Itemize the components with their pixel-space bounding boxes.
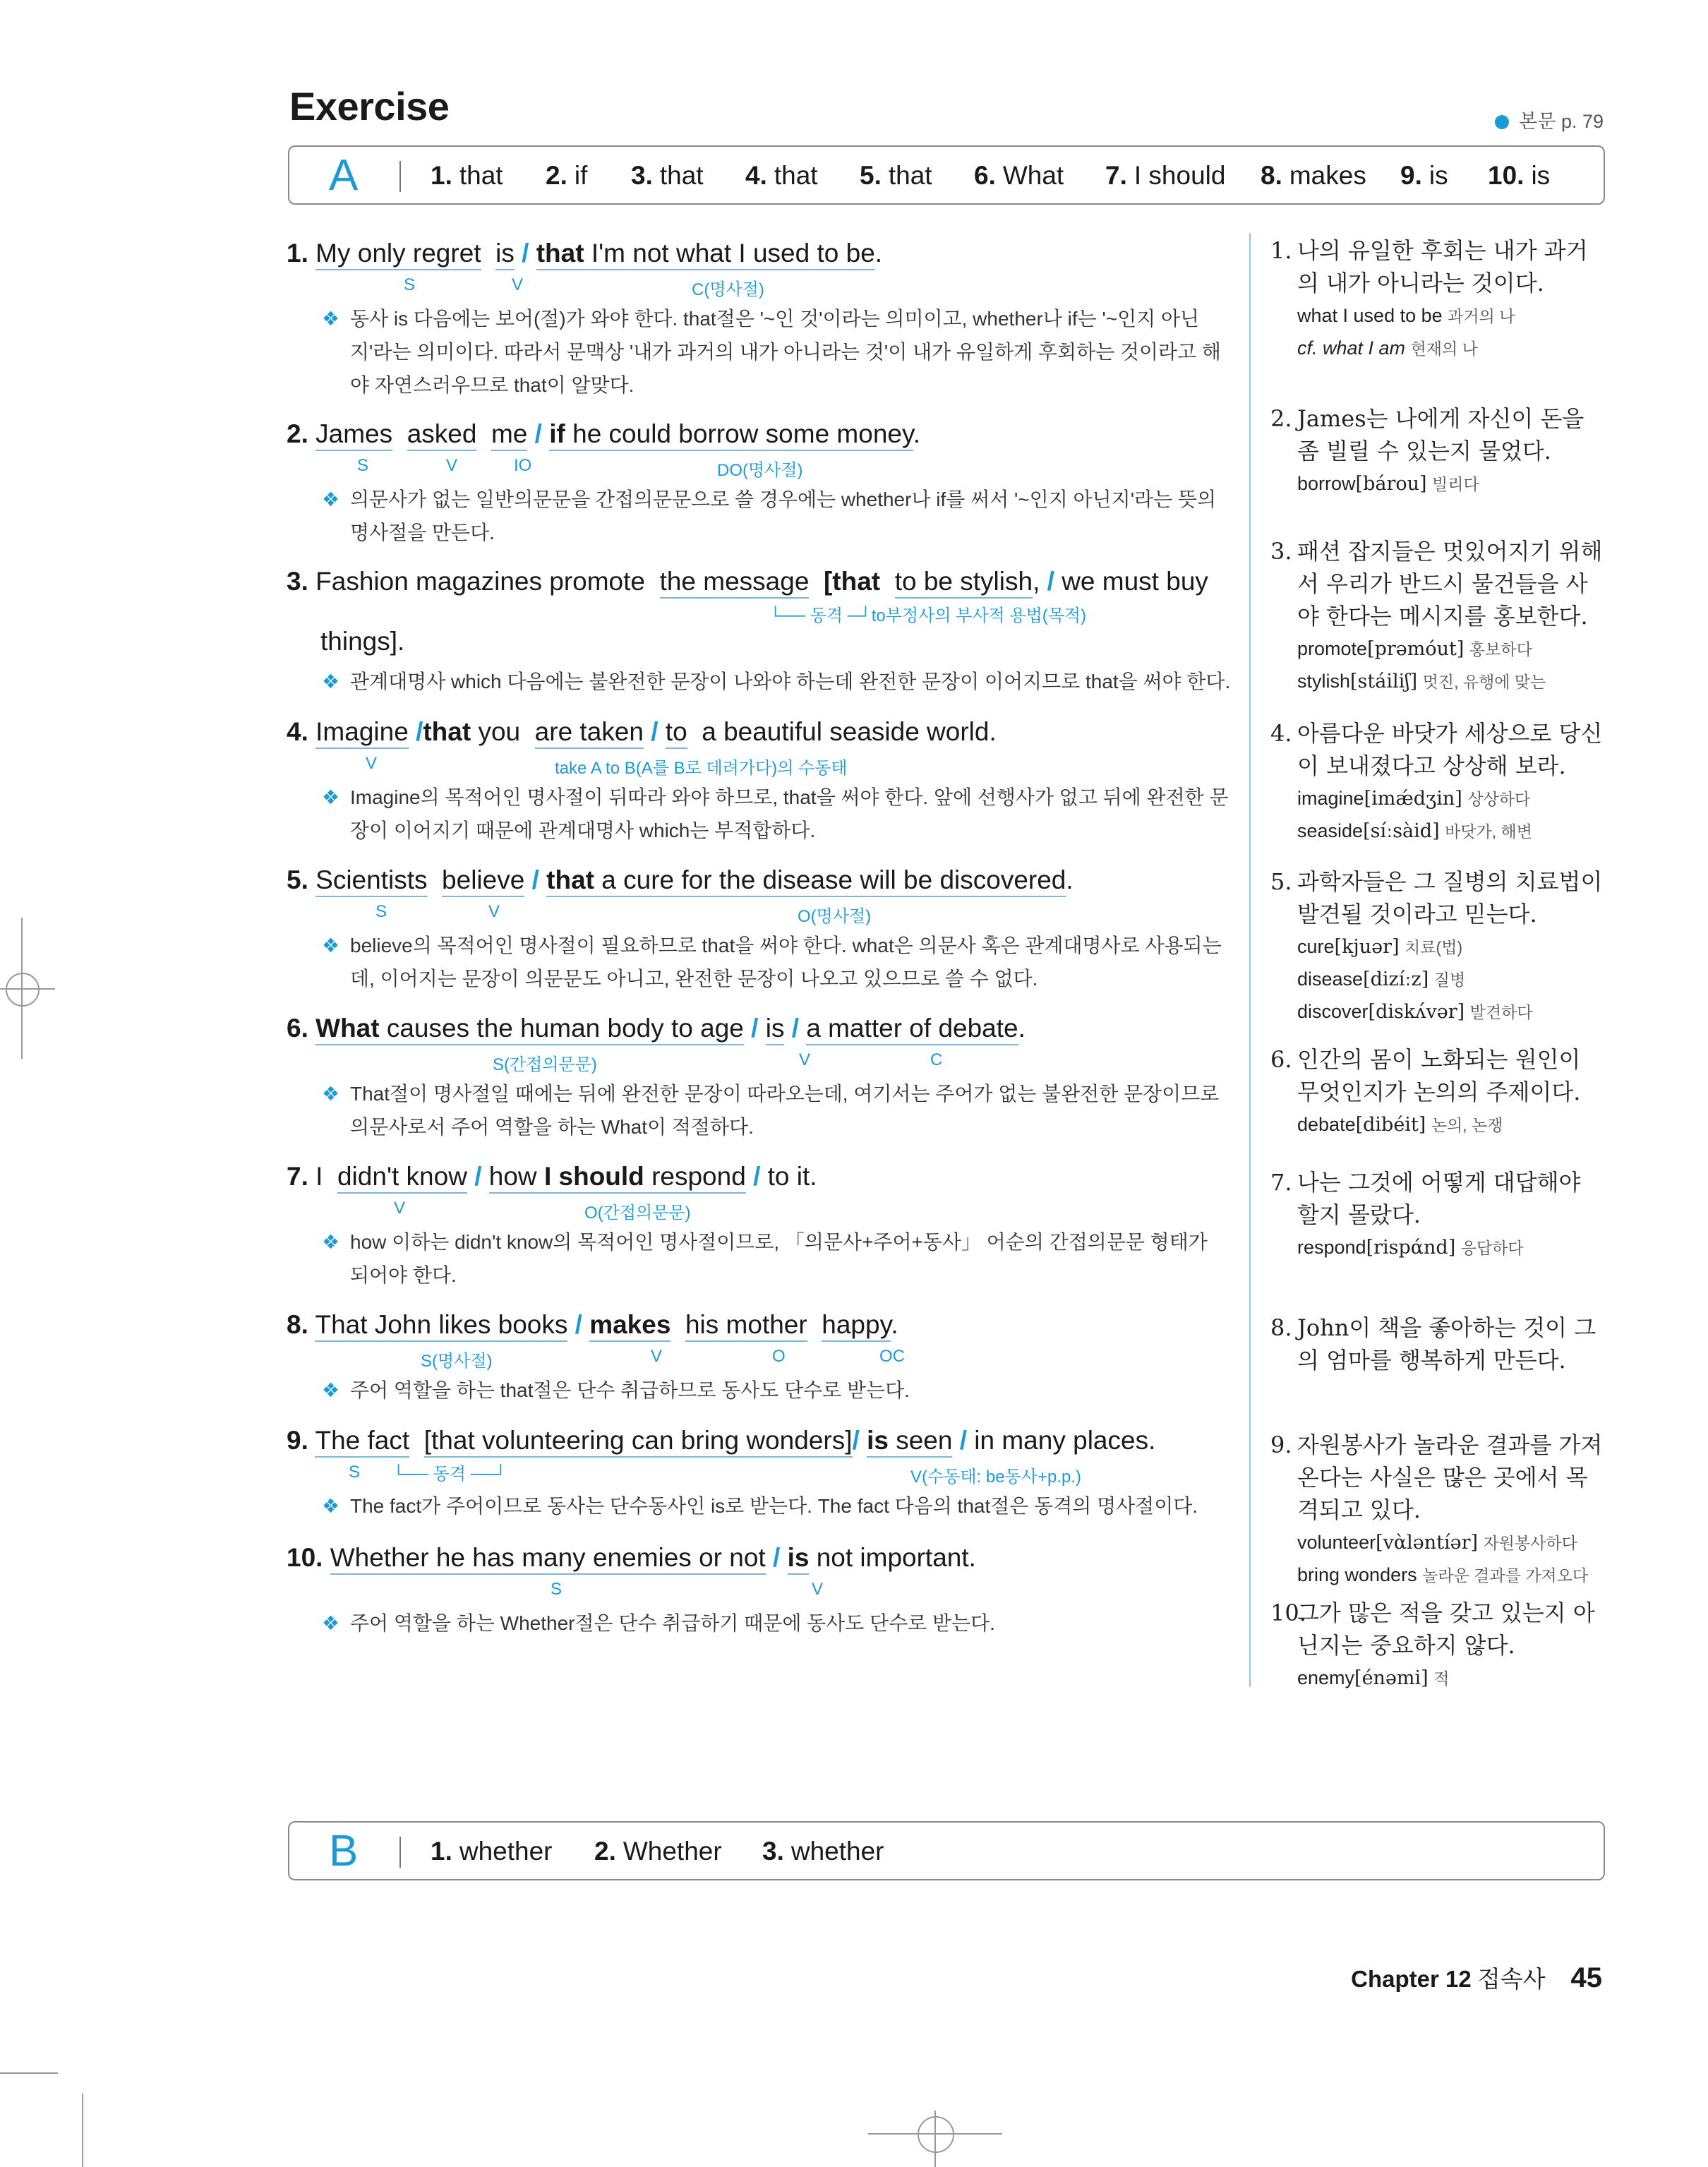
vocab-item: enemy[énəmi] 적 <box>1297 1667 1450 1689</box>
translation-5: 5. 과학자들은 그 질병의 치료법이 발견될 것이라고 믿는다. <box>1270 868 1603 928</box>
grammar-label: O(명사절) <box>798 907 872 926</box>
page-reference-text: 본문 p. 79 <box>1519 111 1604 132</box>
grammar-label: C(명사절) <box>692 280 764 299</box>
grammar-label: V <box>651 1347 663 1366</box>
grammar-label: V <box>812 1580 824 1599</box>
answer-item: 2. Whether <box>594 1837 722 1866</box>
crop-mark <box>82 2094 83 2167</box>
explanation-9: ❖ The fact가 주어이므로 동사는 단수동사인 is로 받는다. The fact 다음의 that절은 동격의 명사절이다. <box>322 1495 1198 1517</box>
grammar-label: DO(명사절) <box>717 461 803 480</box>
answer-item: 7. I should <box>1105 161 1226 190</box>
page-number: 45 <box>1570 1962 1602 1993</box>
translation-7: 7. 나는 그것에 어떻게 대답해야 할지 몰랐다. <box>1270 1169 1581 1228</box>
grammar-label: S <box>375 902 387 921</box>
grammar-label: S <box>349 1463 361 1482</box>
vocab-item: promote[prəmóut] 홍보하다 <box>1297 638 1532 660</box>
translation-9: 9. 자원봉사가 놀라운 결과를 가져온다는 사실은 많은 곳에서 목격되고 있다. <box>1270 1431 1603 1523</box>
chapter-label: Chapter 12 <box>1351 1966 1472 1992</box>
vocab-item: disease[dizíːz] 질병 <box>1297 968 1466 990</box>
vocab-item: debate[dibéit] 논의, 논쟁 <box>1297 1114 1503 1136</box>
grammar-label: V <box>799 1050 811 1069</box>
sentence-7: 7. I didn't know / how I should respond / to it. <box>287 1162 817 1191</box>
sentence-1: 1. My only regret is / that I'm not what I used to be. <box>287 239 882 268</box>
explanation-10: ❖ 주어 역할을 하는 Whether절은 단수 취급하기 때문에 동사도 단수로 받는다. <box>322 1612 995 1634</box>
answer-item: 2. if <box>546 161 588 190</box>
sentence-9: 9. The fact [that volunteering can bring wonders]/ is seen / in many places. <box>287 1426 1155 1455</box>
translation-2: 2. James는 나에게 자신이 돈을 좀 빌릴 수 있는지 물었다. <box>1270 405 1584 464</box>
chapter-topic: 접속사 <box>1477 1966 1546 1992</box>
registration-mark-icon <box>918 2116 954 2153</box>
page-reference <box>1495 106 1604 133</box>
sentence-3: 3. Fashion magazines promote the message [that to be stylish, / we must buy <box>287 567 1208 596</box>
vocab-item: cure[kjuər] 치료(법) <box>1297 936 1463 958</box>
grammar-label: V <box>512 275 524 294</box>
answer-item: 6. What <box>974 161 1064 190</box>
vocab-item: discover[diskʌ́vər] 발견하다 <box>1297 1001 1533 1023</box>
answer-item: 4. that <box>745 161 818 190</box>
vocab-item: volunteer[vὰləntíər] 자원봉사하다 <box>1297 1532 1577 1554</box>
answer-item: 5. that <box>860 161 932 190</box>
grammar-label: O <box>772 1347 786 1366</box>
grammar-label: V <box>394 1199 406 1218</box>
answer-item: 10. is <box>1488 161 1551 190</box>
section-letter-a: A <box>329 151 359 200</box>
sentence-6: 6. What causes the human body to age / is / a matter of debate. <box>287 1014 1026 1043</box>
vocab-item: imagine[imǽdʒin] 상상하다 <box>1297 788 1531 810</box>
grammar-label: └── 동격 ──┘ <box>392 1465 507 1484</box>
translation-6: 6. 인간의 몸이 노화되는 원인이 무엇인지가 논의의 주제이다. <box>1270 1046 1581 1105</box>
sentence-2: 2. James asked me / if he could borrow some money. <box>287 419 920 449</box>
answer-item: 1. that <box>431 161 503 190</box>
vocab-item: bring wonders 놀라운 결과를 가져오다 <box>1297 1564 1589 1585</box>
sentence-5: 5. Scientists believe / that a cure for the disease will be discovered. <box>287 865 1073 895</box>
grammar-label: C <box>930 1050 943 1069</box>
grammar-label: S(명사절) <box>421 1352 493 1371</box>
divider <box>399 161 401 192</box>
translation-3: 3. 패션 잡지들은 멋있어지기 위해서 우리가 반드시 물건들을 사야 한다는 메시지를 홍보한다. <box>1270 538 1603 630</box>
bullet-dot-icon <box>1495 115 1509 129</box>
grammar-label: S <box>551 1580 563 1599</box>
page-title: Exercise <box>289 84 450 128</box>
section-letter-b: B <box>329 1827 359 1875</box>
explanation-7: ❖ how 이하는 didn't know의 목적어인 명사절이므로, 「의문사+주어+동사」 어순의 간접의문문 형태가 되어야 한다. <box>322 1231 1208 1286</box>
grammar-label: O(간접의문문) <box>584 1203 691 1223</box>
answer-box-a <box>288 145 1605 205</box>
answer-item: 8. makes <box>1261 161 1366 190</box>
sentence-3-continued: things]. <box>320 627 405 656</box>
divider <box>399 1837 401 1868</box>
grammar-label: OC <box>879 1347 905 1366</box>
translation-8: 8. John이 책을 좋아하는 것이 그의 엄마를 행복하게 만든다. <box>1270 1314 1596 1374</box>
answer-item: 3. that <box>631 161 704 190</box>
explanation-2: ❖ 의문사가 없는 일반의문문을 간접의문문으로 쓸 경우에는 whether나 if를 써서 '~인지 아닌지'라는 뜻의 명사절을 만든다. <box>322 488 1217 544</box>
vocab-item: stylish[stáiliʃ] 멋진, 유행에 맞는 <box>1297 671 1546 692</box>
column-divider <box>1249 233 1251 1687</box>
grammar-label: take A to B(A를 B로 데려가다)의 수동태 <box>555 759 848 778</box>
sentence-10: 10. Whether he has many enemies or not / is not important. <box>287 1543 976 1573</box>
answer-item: 1. whether <box>431 1837 553 1866</box>
grammar-label: └── 동격 ─┘to부정사의 부사적 용법(목적) <box>769 606 1087 625</box>
explanation-6: ❖ That절이 명사절일 때에는 뒤에 완전한 문장이 따라오는데, 여기서는 주어가 없는 불완전한 문장이므로 의문사로서 주어 역할을 하는 What이 적절하다. <box>322 1083 1220 1138</box>
translation-10: 10. 그가 많은 적을 갖고 있는지 아닌지는 중요하지 않다. <box>1270 1599 1595 1659</box>
grammar-label: S(간접의문문) <box>493 1055 597 1074</box>
grammar-label: IO <box>514 456 532 475</box>
translation-1: 1. 나의 유일한 후회는 내가 과거의 내가 아니라는 것이다. <box>1270 237 1588 296</box>
explanation-4: ❖ Imagine의 목적어인 명사절이 뒤따라 와야 하므로, that을 써야 한다. 앞에 선행사가 없고 뒤에 완전한 문장이 이어지기 때문에 관계대명사 which는 부적합하다. <box>322 786 1229 841</box>
grammar-label: S <box>404 275 416 294</box>
explanation-1: ❖ 동사 is 다음에는 보어(절)가 와야 한다. that절은 '~인 것'이라는 의미이고, whether나 if는 '~인지 아닌지'라는 의미이다. 따라서 문맥상 '내가 과거의 내가 아니라는 것'이 내가 유일하게 후회하는 것이라고 해야 자연스러우므로 that이 알맞다. <box>322 308 1221 396</box>
vocab-item: what I used to be 과거의 나 <box>1297 305 1515 326</box>
explanation-8: ❖ 주어 역할을 하는 that절은 단수 취급하므로 동사도 단수로 받는다. <box>322 1379 910 1401</box>
grammar-label: V <box>446 456 458 475</box>
crop-mark <box>0 2072 58 2074</box>
sentence-8: 8. That John likes books / makes his mother happy. <box>287 1310 898 1340</box>
vocab-item: borrow[bárou] 빌리다 <box>1297 473 1479 495</box>
grammar-label: V(수동태: be동사+p.p.) <box>910 1467 1081 1487</box>
vocab-item: seaside[síːsàid] 바닷가, 해변 <box>1297 820 1532 842</box>
translation-4: 4. 아름다운 바닷가 세상으로 당신이 보내졌다고 상상해 보라. <box>1270 720 1603 779</box>
grammar-label: V <box>488 902 500 921</box>
explanation-3: ❖ 관계대명사 which 다음에는 불완전한 문장이 나와야 하는데 완전한 문장이 이어지므로 that을 써야 한다. <box>322 671 1231 692</box>
grammar-label: S <box>357 456 369 475</box>
vocab-item: cf. what I am 현재의 나 <box>1297 337 1478 359</box>
answer-item: 9. is <box>1400 161 1448 190</box>
answer-box-b <box>288 1821 1605 1880</box>
answer-item: 3. whether <box>762 1837 884 1866</box>
page-footer <box>1351 1961 1602 1994</box>
grammar-label: V <box>366 754 378 773</box>
explanation-5: ❖ believe의 목적어인 명사절이 필요하므로 that을 써야 한다. what은 의문사 혹은 관계대명사로 사용되는데, 이어지는 문장이 의문문도 아니고, 완전한 문장이 나오고 있으므로 쓸 수 없다. <box>322 935 1222 990</box>
sentence-4: 4. Imagine /that you are taken / to a beautiful seaside world. <box>287 717 997 747</box>
vocab-item: respond[rispάnd] 응답하다 <box>1297 1237 1524 1259</box>
registration-mark-icon <box>6 973 40 1007</box>
